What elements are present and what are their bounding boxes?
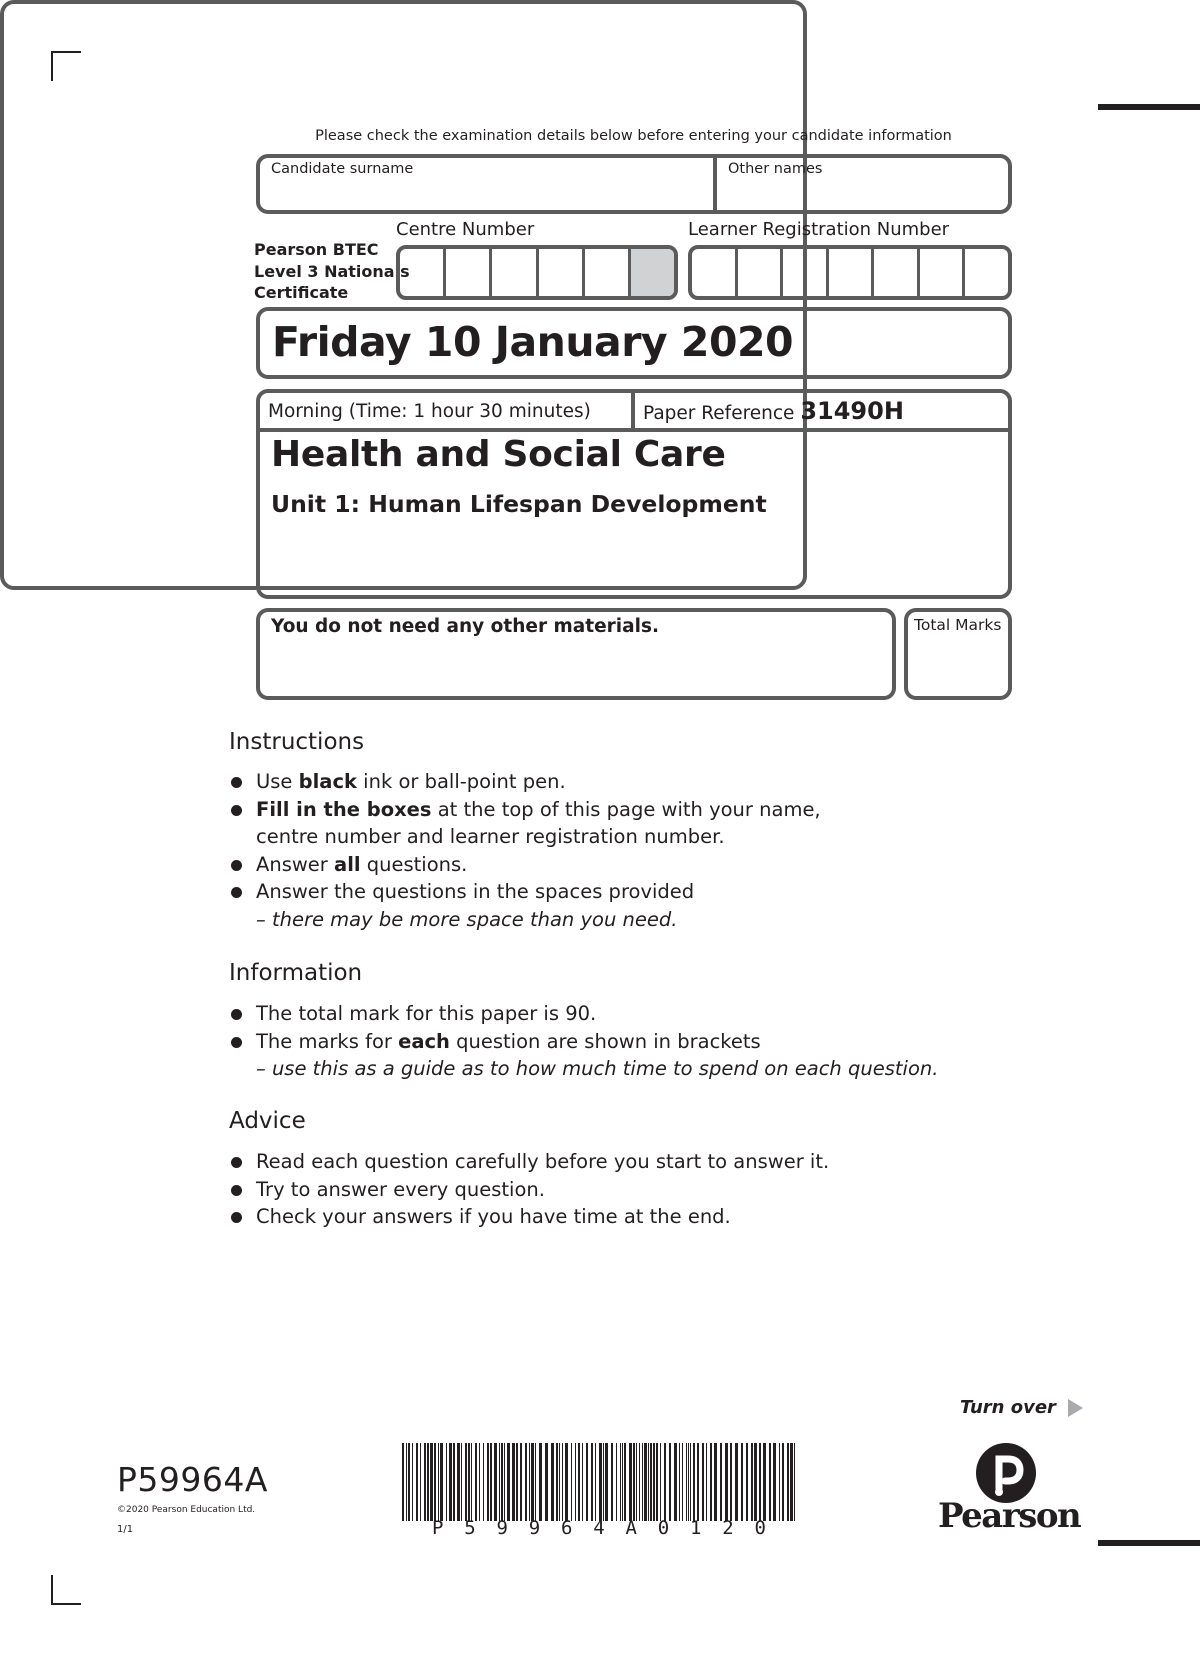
paper-reference-label: Paper Reference bbox=[643, 403, 795, 424]
barcode-bar bbox=[483, 1443, 484, 1521]
barcode-bar bbox=[787, 1443, 789, 1521]
barcode-bar bbox=[468, 1443, 470, 1521]
barcode-bar bbox=[499, 1443, 500, 1521]
barcode-bar bbox=[487, 1443, 489, 1521]
total-marks-label: Total Marks bbox=[914, 616, 1002, 634]
instructions-list bbox=[229, 768, 989, 933]
barcode-bar bbox=[531, 1443, 534, 1521]
barcode-bar bbox=[697, 1443, 699, 1521]
barcode-digit: 5 bbox=[464, 1517, 476, 1539]
barcode-bar bbox=[773, 1443, 776, 1521]
barcode-bar bbox=[702, 1443, 704, 1521]
barcode-digits bbox=[402, 1517, 796, 1539]
learner-registration-boxes bbox=[688, 245, 1012, 300]
centre-number-box[interactable] bbox=[539, 249, 585, 296]
paper-code: P59964A bbox=[117, 1460, 268, 1499]
barcode-bar bbox=[642, 1443, 643, 1521]
barcode-bar bbox=[714, 1443, 717, 1521]
paper-reference-code: 31490H bbox=[800, 397, 904, 425]
learner-registration-box[interactable] bbox=[738, 249, 784, 296]
barcode-bar bbox=[412, 1443, 413, 1521]
barcode-bar bbox=[622, 1443, 623, 1521]
instructions-heading: Instructions bbox=[229, 729, 365, 755]
barcode-bar bbox=[449, 1443, 452, 1521]
barcode-bar bbox=[556, 1443, 558, 1521]
barcode-bar bbox=[516, 1443, 518, 1521]
barcode-bar bbox=[430, 1443, 433, 1521]
information-heading: Information bbox=[229, 960, 363, 986]
barcode-bar bbox=[629, 1443, 632, 1521]
barcode-digit: 0 bbox=[657, 1517, 670, 1539]
learner-registration-box[interactable] bbox=[829, 249, 875, 296]
barcode-bar bbox=[725, 1443, 728, 1521]
centre-number-boxes bbox=[396, 245, 678, 300]
barcode-bar bbox=[520, 1443, 522, 1521]
edge-rule-top bbox=[1098, 104, 1200, 110]
barcode-bar bbox=[595, 1443, 596, 1521]
barcode-bar bbox=[512, 1443, 515, 1521]
learner-registration-box[interactable] bbox=[692, 249, 738, 296]
header-note: Please check the examination details below before entering your candidate information bbox=[315, 128, 952, 144]
barcode-digit: P bbox=[432, 1517, 444, 1539]
barcode-bar bbox=[578, 1443, 580, 1521]
barcode-bar bbox=[507, 1443, 510, 1521]
barcode-bar bbox=[571, 1443, 572, 1521]
barcode-bar bbox=[751, 1443, 753, 1521]
barcode-bar bbox=[504, 1443, 505, 1521]
advice-item: Check your answers if you have time at the end. bbox=[229, 1203, 1029, 1231]
session-time: Morning (Time: 1 hour 30 minutes) bbox=[268, 401, 591, 422]
qualification-line-3: Certificate bbox=[254, 283, 349, 302]
exam-date: Friday 10 January 2020 bbox=[272, 318, 794, 366]
barcode-bar bbox=[741, 1443, 743, 1521]
barcode-bar bbox=[586, 1443, 588, 1521]
barcode-bar bbox=[446, 1443, 447, 1521]
centre-number-label: Centre Number bbox=[396, 219, 535, 240]
barcode-bar bbox=[461, 1443, 462, 1521]
barcode-bar bbox=[591, 1443, 593, 1521]
barcode-bar bbox=[525, 1443, 527, 1521]
barcode-bar bbox=[599, 1443, 602, 1521]
barcode-bar bbox=[616, 1443, 617, 1521]
barcode-bar bbox=[686, 1443, 687, 1521]
barcode-bar bbox=[688, 1443, 689, 1521]
subject-title: Health and Social Care bbox=[271, 434, 726, 475]
centre-number-box[interactable] bbox=[492, 249, 538, 296]
barcode-digit: 0 bbox=[754, 1517, 766, 1539]
turn-over bbox=[960, 1397, 1083, 1418]
barcode-bar bbox=[664, 1443, 666, 1521]
barcode-bar bbox=[501, 1443, 503, 1521]
barcode-bar bbox=[650, 1443, 652, 1521]
barcode-bar bbox=[611, 1443, 613, 1521]
barcode-bar bbox=[453, 1443, 455, 1521]
barcode-bar bbox=[479, 1443, 480, 1521]
pearson-logo-icon bbox=[975, 1442, 1037, 1504]
barcode-digit: 4 bbox=[593, 1517, 605, 1539]
barcode-bar bbox=[440, 1443, 443, 1521]
barcode-bar bbox=[790, 1443, 793, 1521]
barcode-bar bbox=[620, 1443, 621, 1521]
barcode-bar bbox=[633, 1443, 635, 1521]
barcode-bar bbox=[624, 1443, 626, 1521]
barcode-bar bbox=[490, 1443, 492, 1521]
barcode-bar bbox=[424, 1443, 426, 1521]
centre-number-box[interactable] bbox=[585, 249, 631, 296]
barcode-bar bbox=[754, 1443, 757, 1521]
centre-number-box[interactable] bbox=[446, 249, 492, 296]
barcode-bar bbox=[746, 1443, 748, 1521]
copyright-notice: ©2020 Pearson Education Ltd. bbox=[117, 1505, 256, 1515]
barcode-bar bbox=[427, 1443, 429, 1521]
learner-registration-label: Learner Registration Number bbox=[688, 219, 950, 240]
barcode-bar bbox=[693, 1443, 695, 1521]
instruction-item: Answer all questions. bbox=[229, 851, 989, 879]
barcode-bar bbox=[420, 1443, 421, 1521]
advice-heading: Advice bbox=[229, 1108, 306, 1134]
barcode-bar bbox=[690, 1443, 691, 1521]
barcode-bar bbox=[759, 1443, 761, 1521]
turn-over-label: Turn over bbox=[960, 1397, 1056, 1418]
barcode-bar bbox=[551, 1443, 554, 1521]
barcode-digit: A bbox=[625, 1517, 637, 1539]
advice-list bbox=[229, 1148, 1029, 1231]
barcode-bar bbox=[562, 1443, 563, 1521]
learner-registration-box[interactable] bbox=[965, 249, 1008, 296]
barcode-bar bbox=[465, 1443, 467, 1521]
instruction-item: Use black ink or ball-point pen. bbox=[229, 768, 989, 796]
barcode-digit: 1 bbox=[690, 1517, 702, 1539]
page-ref: 1/1 bbox=[117, 1524, 134, 1535]
barcode-bar bbox=[639, 1443, 640, 1521]
barcode-bar bbox=[438, 1443, 439, 1521]
barcode-bar bbox=[679, 1443, 680, 1521]
crop-mark-bottom-left-horizontal bbox=[51, 1603, 81, 1605]
barcode-bar bbox=[408, 1443, 410, 1521]
barcode-bar bbox=[406, 1443, 407, 1521]
barcode-bar bbox=[669, 1443, 671, 1521]
barcode-bar bbox=[682, 1443, 683, 1521]
name-divider bbox=[713, 157, 717, 212]
crop-mark-top-left-horizontal bbox=[51, 51, 81, 53]
barcode-bar bbox=[653, 1443, 655, 1521]
barcode-bar bbox=[730, 1443, 732, 1521]
centre-number-box[interactable] bbox=[400, 249, 446, 296]
advice-item: Try to answer every question. bbox=[229, 1176, 1029, 1204]
barcode-bar bbox=[605, 1443, 608, 1521]
qualification-line-1: Pearson BTEC bbox=[254, 240, 379, 259]
crop-mark-bottom-left-vertical bbox=[51, 1575, 53, 1605]
barcode-bar bbox=[529, 1443, 530, 1521]
barcode-bar bbox=[475, 1443, 477, 1521]
barcode-bar bbox=[494, 1443, 497, 1521]
barcode-bar bbox=[674, 1443, 677, 1521]
materials-note: You do not need any other materials. bbox=[271, 616, 659, 637]
barcode-bar bbox=[735, 1443, 738, 1521]
information-item: The total mark for this paper is 90. bbox=[229, 1000, 1109, 1028]
barcode-bar bbox=[794, 1443, 795, 1521]
barcode-bar bbox=[779, 1443, 780, 1521]
barcode-digit: 9 bbox=[528, 1517, 541, 1539]
barcode-digit: 9 bbox=[496, 1517, 508, 1539]
barcode-bar bbox=[603, 1443, 604, 1521]
crop-mark-top-left-vertical bbox=[51, 51, 53, 81]
barcode-digit: 2 bbox=[722, 1517, 734, 1539]
candidate-surname-field[interactable]: Candidate surname bbox=[271, 161, 414, 177]
barcode-bar bbox=[545, 1443, 548, 1521]
session-column-divider bbox=[631, 392, 635, 430]
barcode-bar bbox=[575, 1443, 576, 1521]
barcode-bar bbox=[636, 1443, 637, 1521]
centre-number-box-shaded bbox=[631, 249, 674, 296]
instruction-item: Answer the questions in the spaces provided – there may be more space than you need. bbox=[229, 878, 989, 933]
barcode-bar bbox=[769, 1443, 771, 1521]
barcode-bar bbox=[660, 1443, 661, 1521]
barcode-bar bbox=[402, 1443, 404, 1521]
other-names-field[interactable]: Other names bbox=[728, 161, 823, 177]
barcode-bar bbox=[539, 1443, 542, 1521]
barcode-bar bbox=[644, 1443, 647, 1521]
advice-item: Read each question carefully before you start to answer it. bbox=[229, 1148, 1029, 1176]
barcode-bar bbox=[763, 1443, 766, 1521]
publisher-wordmark: Pearson bbox=[938, 1496, 1081, 1536]
learner-registration-box[interactable] bbox=[783, 249, 829, 296]
unit-title: Unit 1: Human Lifespan Development bbox=[271, 490, 767, 518]
barcode-bar bbox=[710, 1443, 712, 1521]
barcode-bar bbox=[434, 1443, 436, 1521]
barcode-bar bbox=[656, 1443, 658, 1521]
barcode-bar bbox=[720, 1443, 722, 1521]
barcode-bar bbox=[648, 1443, 649, 1521]
play-arrow-icon bbox=[1068, 1399, 1083, 1417]
barcode-bar bbox=[457, 1443, 460, 1521]
paper-reference bbox=[643, 397, 904, 425]
information-item: The marks for each question are shown in brackets – use this as a guide as to how much time to spend on each question. bbox=[229, 1028, 1109, 1083]
instruction-item: Fill in the boxes at the top of this page with your name, centre number and learner registration number. bbox=[229, 796, 989, 851]
learner-registration-box[interactable] bbox=[920, 249, 966, 296]
barcode-bar bbox=[582, 1443, 583, 1521]
barcode-digit: 6 bbox=[561, 1517, 573, 1539]
barcode-bar bbox=[706, 1443, 707, 1521]
qualification-name bbox=[254, 239, 410, 304]
barcode-bar bbox=[559, 1443, 560, 1521]
barcode-bar bbox=[471, 1443, 472, 1521]
qualification-line-2: Level 3 Nationals bbox=[254, 261, 410, 281]
information-list bbox=[229, 1000, 1109, 1083]
barcode-bar bbox=[416, 1443, 418, 1521]
edge-rule-bottom bbox=[1098, 1540, 1200, 1546]
barcode-bar bbox=[782, 1443, 784, 1521]
learner-registration-box[interactable] bbox=[874, 249, 920, 296]
barcode-bar bbox=[535, 1443, 536, 1521]
barcode bbox=[402, 1443, 796, 1521]
barcode-bar bbox=[565, 1443, 568, 1521]
